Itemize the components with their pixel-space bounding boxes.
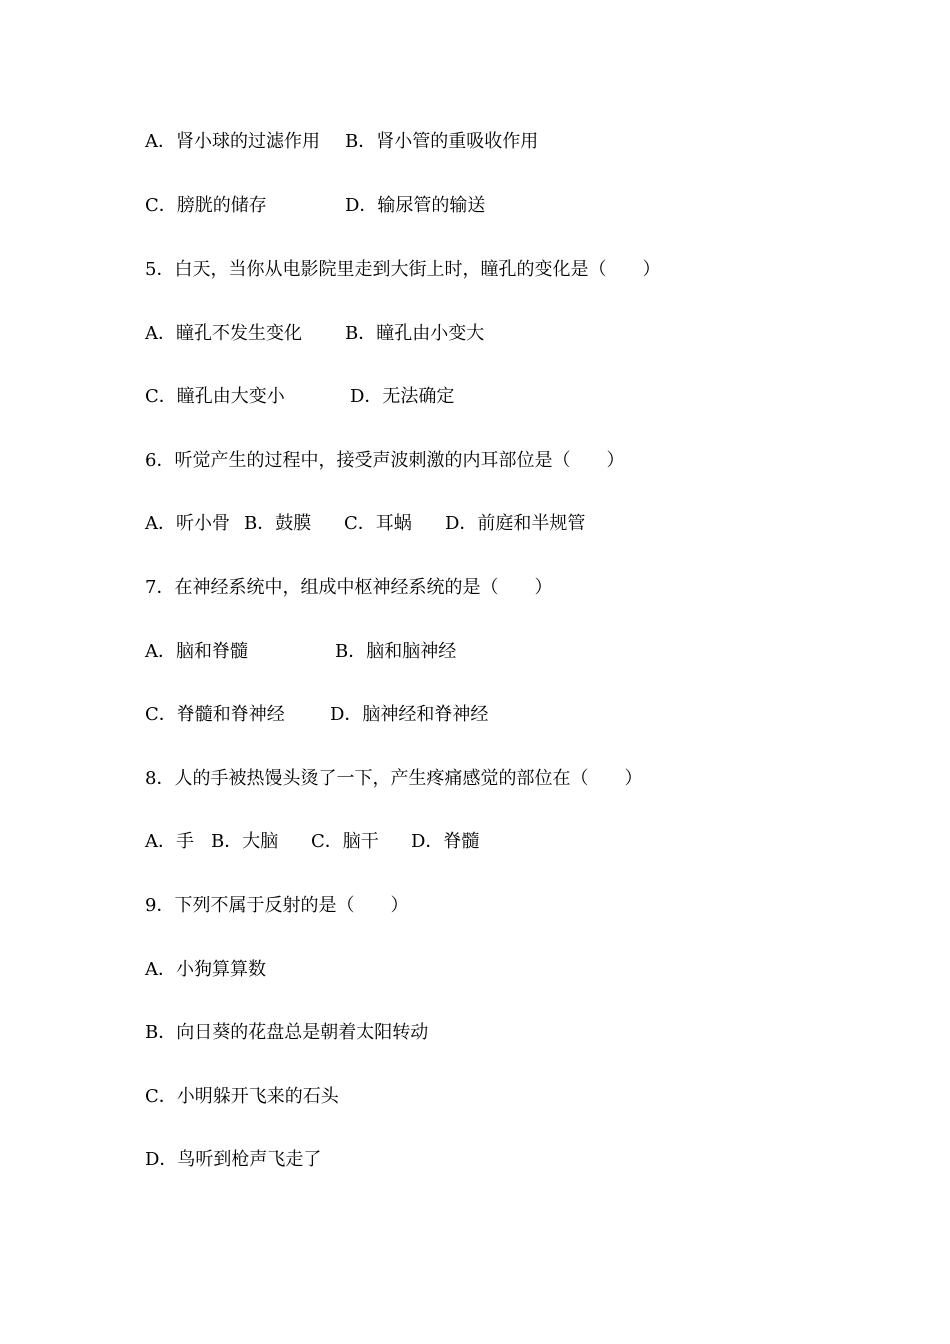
- q6-option-a: A．听小骨: [145, 513, 230, 534]
- q8-option-b: B．大脑: [211, 831, 279, 852]
- q4-option-d: D．输尿管的输送: [345, 195, 486, 216]
- q4-option-c: C．膀胱的储存: [145, 195, 267, 216]
- q4-option-a: A．肾小球的过滤作用: [145, 131, 320, 152]
- q9-option-d: D．鸟听到枪声飞走了: [145, 1149, 322, 1170]
- q6-option-b: B．鼓膜: [244, 513, 312, 534]
- q6-option-c: C．耳蜗: [344, 513, 412, 534]
- q7-option-c: C．脊髓和脊神经: [145, 704, 285, 725]
- q7-option-b: B．脑和脑神经: [335, 641, 457, 662]
- q6-stem: 6．听觉产生的过程中，接受声波刺激的内耳部位是（ ）: [145, 450, 625, 471]
- q7-option-a: A．脑和脊髓: [145, 641, 248, 662]
- q5-option-b: B．瞳孔由小变大: [345, 323, 485, 344]
- q9-stem: 9．下列不属于反射的是（ ）: [145, 895, 409, 916]
- q8-option-c: C．脑干: [311, 831, 379, 852]
- q8-option-d: D．脊髓: [411, 831, 480, 852]
- q9-option-b: B．向日葵的花盘总是朝着太阳转动: [145, 1022, 429, 1043]
- q4-option-b: B．肾小管的重吸收作用: [345, 131, 539, 152]
- q5-option-a: A．瞳孔不发生变化: [145, 323, 302, 344]
- q7-stem: 7．在神经系统中，组成中枢神经系统的是（ ）: [145, 577, 553, 598]
- q7-option-d: D．脑神经和脊神经: [330, 704, 489, 725]
- q8-stem: 8．人的手被热馒头烫了一下，产生疼痛感觉的部位在（ ）: [145, 768, 643, 789]
- q9-option-a: A．小狗算算数: [145, 959, 266, 980]
- q5-option-d: D．无法确定: [350, 386, 455, 407]
- q8-option-a: A．手: [145, 831, 194, 852]
- q6-option-d: D．前庭和半规管: [445, 513, 586, 534]
- q5-option-c: C．瞳孔由大变小: [145, 386, 285, 407]
- q5-stem: 5．白天，当你从电影院里走到大街上时，瞳孔的变化是（ ）: [145, 259, 661, 280]
- q9-option-c: C．小明躲开飞来的石头: [145, 1086, 339, 1107]
